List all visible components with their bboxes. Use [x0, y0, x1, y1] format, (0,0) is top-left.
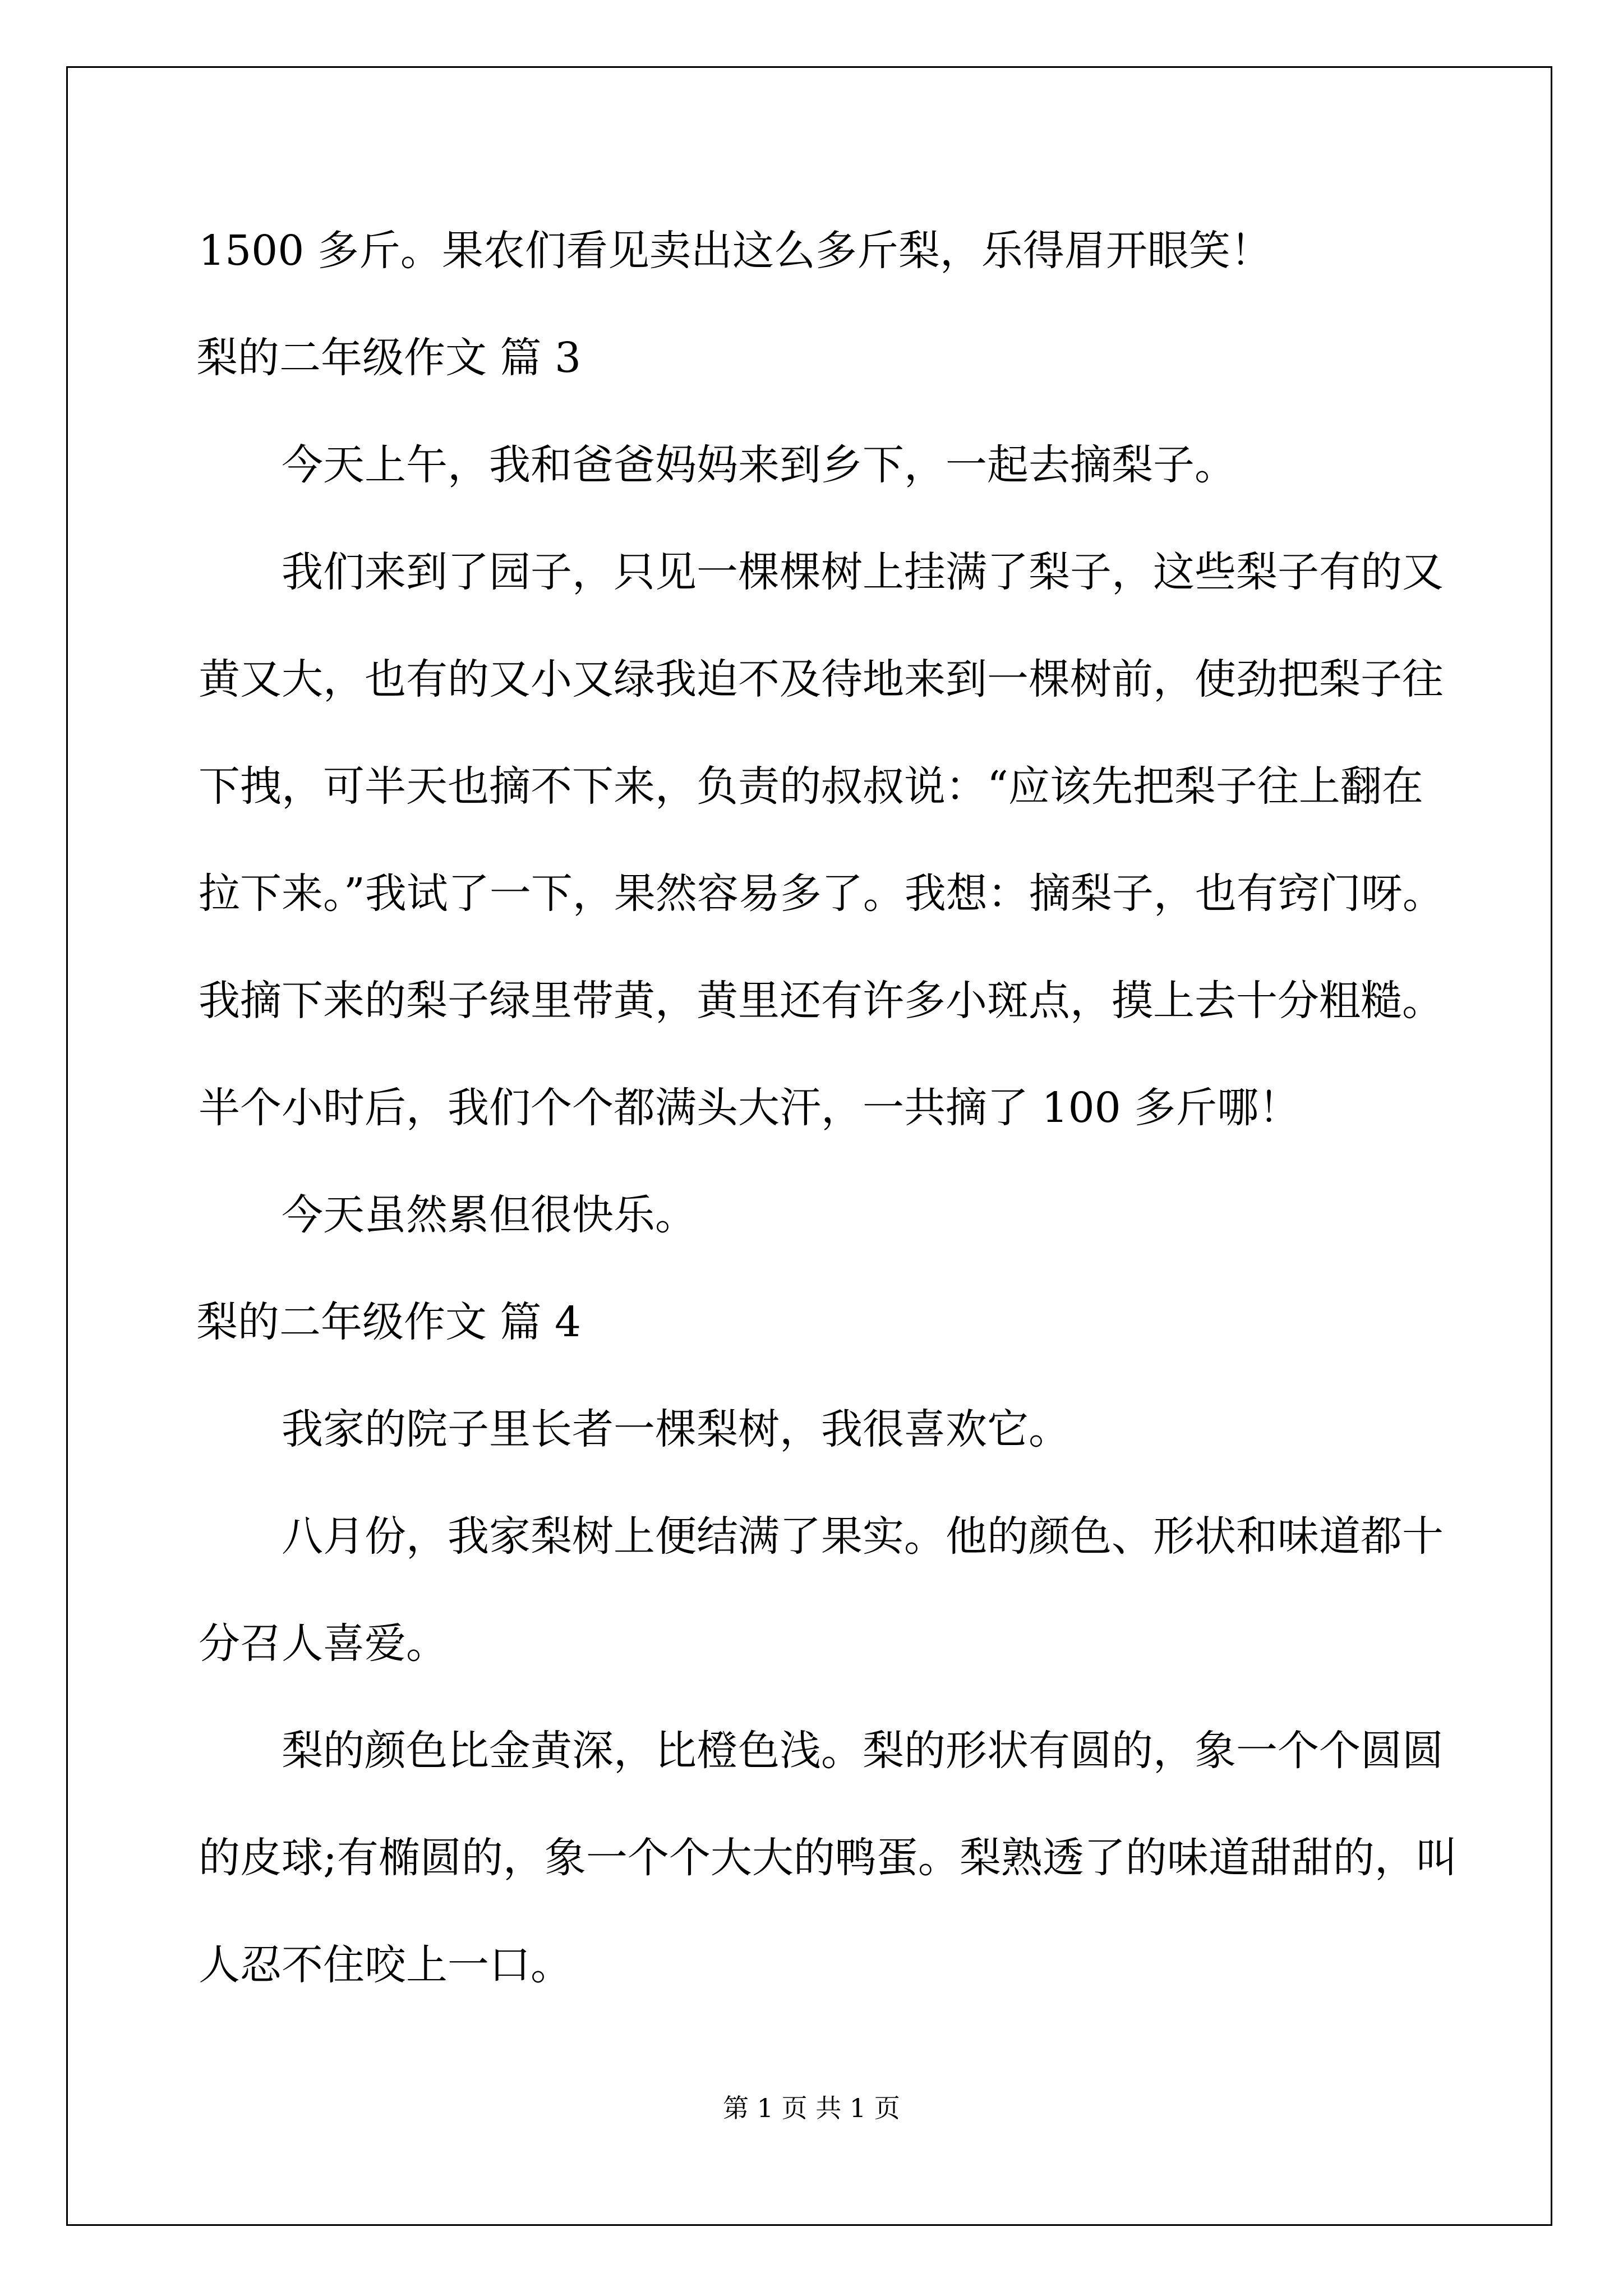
paragraph-line: 我家的院子里长者一棵梨树，我很喜欢它。	[282, 1405, 1070, 1453]
paragraph-line: 1500 多斤。果农们看见卖出这么多斤梨，乐得眉开眼笑！	[199, 227, 1272, 275]
section-heading: 梨的二年级作文 篇 4	[196, 1298, 582, 1346]
paragraph-line: 半个小时后，我们个个都满头大汗，一共摘了 100 多斤哪！	[199, 1084, 1301, 1132]
paragraph-line: 今天上午，我和爸爸妈妈来到乡下，一起去摘梨子。	[282, 441, 1236, 489]
paragraph-line: 黄又大，也有的又小又绿我迫不及待地来到一棵树前，使劲把梨子往	[199, 655, 1444, 703]
paragraph-line: 拉下来。”我试了一下，果然容易多了。我想：摘梨子，也有窍门呀。	[199, 869, 1444, 918]
paragraph-line: 八月份，我家梨树上便结满了果实。他的颜色、形状和味道都十	[282, 1512, 1444, 1561]
paragraph-line: 我们来到了园子，只见一棵棵树上挂满了梨子，这些梨子有的又	[282, 548, 1444, 596]
paragraph-line: 我摘下来的梨子绿里带黄，黄里还有许多小斑点，摸上去十分粗糙。	[199, 977, 1444, 1025]
paragraph-line: 梨的颜色比金黄深，比橙色浅。梨的形状有圆的，象一个个圆圆	[282, 1727, 1444, 1775]
paragraph-line: 下拽，可半天也摘不下来，负责的叔叔说：“应该先把梨子往上翻在	[199, 762, 1423, 811]
paragraph-line: 分召人喜爱。	[199, 1619, 448, 1668]
paragraph-line: 今天虽然累但很快乐。	[282, 1191, 697, 1239]
document-body	[196, 213, 1458, 2035]
paragraph-line: 的皮球;有椭圆的，象一个个大大的鸭蛋。梨熟透了的味道甜甜的，叫	[199, 1834, 1458, 1882]
section-heading: 梨的二年级作文 篇 3	[196, 334, 582, 382]
page-number-footer: 第 1 页 共 1 页	[723, 2093, 900, 2123]
paragraph-line: 人忍不住咬上一口。	[199, 1941, 572, 1989]
